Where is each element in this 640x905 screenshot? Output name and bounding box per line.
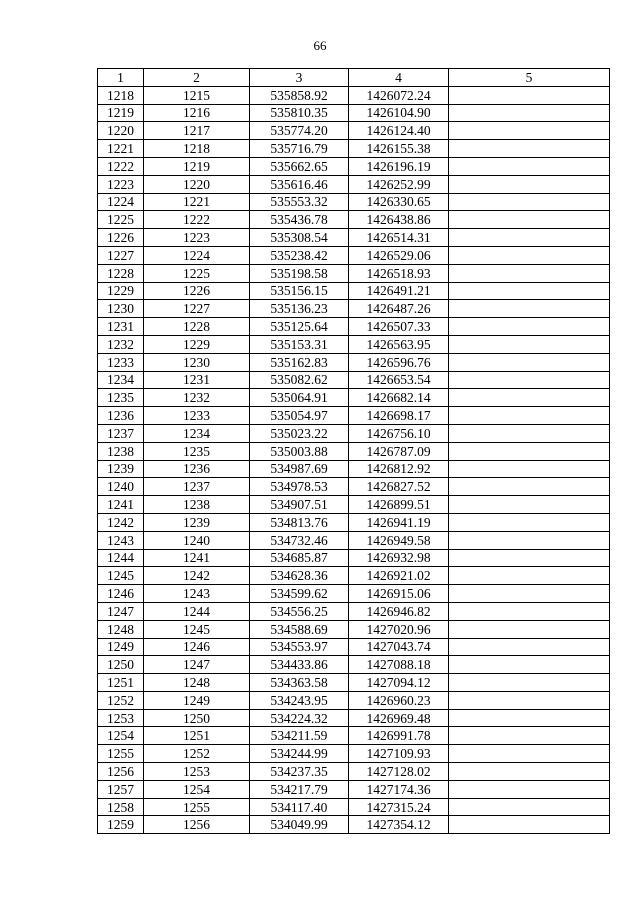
- cell-old-point-number: 1256: [144, 816, 250, 834]
- header-cell-2: 2: [144, 69, 250, 87]
- cell-old-point-number: 1222: [144, 211, 250, 229]
- cell-y-coordinate: 1427174.36: [349, 780, 449, 798]
- cell-note: [449, 745, 610, 763]
- header-cell-1: 1: [98, 69, 144, 87]
- cell-y-coordinate: 1426518.93: [349, 264, 449, 282]
- cell-old-point-number: 1231: [144, 371, 250, 389]
- cell-note: [449, 531, 610, 549]
- cell-note: [449, 763, 610, 781]
- cell-old-point-number: 1234: [144, 424, 250, 442]
- cell-y-coordinate: 1426932.98: [349, 549, 449, 567]
- cell-old-point-number: 1254: [144, 780, 250, 798]
- cell-point-number: 1221: [98, 140, 144, 158]
- cell-point-number: 1257: [98, 780, 144, 798]
- cell-point-number: 1246: [98, 585, 144, 603]
- cell-note: [449, 353, 610, 371]
- cell-point-number: 1256: [98, 763, 144, 781]
- table-row: [98, 122, 610, 140]
- cell-x-coordinate: 535003.88: [250, 442, 349, 460]
- cell-note: [449, 157, 610, 175]
- cell-old-point-number: 1220: [144, 175, 250, 193]
- cell-note: [449, 674, 610, 692]
- cell-note: [449, 424, 610, 442]
- cell-x-coordinate: 535153.31: [250, 335, 349, 353]
- cell-point-number: 1238: [98, 442, 144, 460]
- cell-y-coordinate: 1426756.10: [349, 424, 449, 442]
- cell-old-point-number: 1232: [144, 389, 250, 407]
- cell-x-coordinate: 535198.58: [250, 264, 349, 282]
- cell-y-coordinate: 1426653.54: [349, 371, 449, 389]
- cell-point-number: 1249: [98, 638, 144, 656]
- cell-x-coordinate: 534978.53: [250, 478, 349, 496]
- cell-y-coordinate: 1426969.48: [349, 709, 449, 727]
- cell-old-point-number: 1223: [144, 229, 250, 247]
- table-row: [98, 531, 610, 549]
- cell-note: [449, 193, 610, 211]
- cell-point-number: 1253: [98, 709, 144, 727]
- cell-note: [449, 513, 610, 531]
- cell-x-coordinate: 534211.59: [250, 727, 349, 745]
- cell-note: [449, 371, 610, 389]
- cell-old-point-number: 1221: [144, 193, 250, 211]
- cell-x-coordinate: 534243.95: [250, 691, 349, 709]
- cell-y-coordinate: 1426921.02: [349, 567, 449, 585]
- table-row: [98, 140, 610, 158]
- cell-point-number: 1241: [98, 496, 144, 514]
- cell-old-point-number: 1253: [144, 763, 250, 781]
- cell-x-coordinate: 534237.35: [250, 763, 349, 781]
- table-row: [98, 727, 610, 745]
- cell-y-coordinate: 1426124.40: [349, 122, 449, 140]
- cell-point-number: 1243: [98, 531, 144, 549]
- cell-x-coordinate: 534685.87: [250, 549, 349, 567]
- table-row: [98, 674, 610, 692]
- cell-note: [449, 709, 610, 727]
- cell-x-coordinate: 535616.46: [250, 175, 349, 193]
- table-row: [98, 585, 610, 603]
- cell-point-number: 1230: [98, 300, 144, 318]
- cell-point-number: 1247: [98, 602, 144, 620]
- table-row: [98, 567, 610, 585]
- cell-old-point-number: 1244: [144, 602, 250, 620]
- page-number: 66: [313, 38, 327, 53]
- table-row: [98, 353, 610, 371]
- cell-point-number: 1224: [98, 193, 144, 211]
- header-cell-3: 3: [250, 69, 349, 87]
- cell-point-number: 1234: [98, 371, 144, 389]
- cell-x-coordinate: 535064.91: [250, 389, 349, 407]
- cell-y-coordinate: 1426563.95: [349, 335, 449, 353]
- cell-note: [449, 460, 610, 478]
- cell-note: [449, 335, 610, 353]
- cell-old-point-number: 1230: [144, 353, 250, 371]
- cell-y-coordinate: 1426330.65: [349, 193, 449, 211]
- table-row: [98, 157, 610, 175]
- cell-note: [449, 567, 610, 585]
- cell-y-coordinate: 1427315.24: [349, 798, 449, 816]
- cell-x-coordinate: 535023.22: [250, 424, 349, 442]
- cell-note: [449, 656, 610, 674]
- cell-note: [449, 389, 610, 407]
- cell-point-number: 1232: [98, 335, 144, 353]
- cell-note: [449, 175, 610, 193]
- cell-y-coordinate: 1426960.23: [349, 691, 449, 709]
- table-row: [98, 620, 610, 638]
- cell-note: [449, 816, 610, 834]
- cell-x-coordinate: 534224.32: [250, 709, 349, 727]
- cell-note: [449, 620, 610, 638]
- cell-point-number: 1225: [98, 211, 144, 229]
- cell-y-coordinate: 1427020.96: [349, 620, 449, 638]
- cell-x-coordinate: 534732.46: [250, 531, 349, 549]
- cell-point-number: 1220: [98, 122, 144, 140]
- cell-note: [449, 229, 610, 247]
- cell-y-coordinate: 1427043.74: [349, 638, 449, 656]
- cell-x-coordinate: 535136.23: [250, 300, 349, 318]
- cell-y-coordinate: 1426949.58: [349, 531, 449, 549]
- cell-note: [449, 442, 610, 460]
- cell-y-coordinate: 1426682.14: [349, 389, 449, 407]
- cell-old-point-number: 1236: [144, 460, 250, 478]
- cell-y-coordinate: 1426698.17: [349, 407, 449, 425]
- cell-note: [449, 264, 610, 282]
- cell-note: [449, 300, 610, 318]
- table-row: [98, 709, 610, 727]
- cell-old-point-number: 1224: [144, 246, 250, 264]
- cell-old-point-number: 1233: [144, 407, 250, 425]
- cell-x-coordinate: 535774.20: [250, 122, 349, 140]
- cell-x-coordinate: 535436.78: [250, 211, 349, 229]
- cell-note: [449, 86, 610, 104]
- cell-y-coordinate: 1426946.82: [349, 602, 449, 620]
- cell-x-coordinate: 534588.69: [250, 620, 349, 638]
- cell-point-number: 1235: [98, 389, 144, 407]
- cell-old-point-number: 1228: [144, 318, 250, 336]
- cell-y-coordinate: 1427109.93: [349, 745, 449, 763]
- table-row: [98, 318, 610, 336]
- cell-y-coordinate: 1426196.19: [349, 157, 449, 175]
- cell-note: [449, 407, 610, 425]
- table-row: [98, 478, 610, 496]
- cell-x-coordinate: 535553.32: [250, 193, 349, 211]
- cell-point-number: 1231: [98, 318, 144, 336]
- header-cell-5: 5: [449, 69, 610, 87]
- cell-x-coordinate: 534049.99: [250, 816, 349, 834]
- cell-old-point-number: 1229: [144, 335, 250, 353]
- cell-point-number: 1237: [98, 424, 144, 442]
- cell-point-number: 1222: [98, 157, 144, 175]
- table-row: [98, 282, 610, 300]
- cell-old-point-number: 1247: [144, 656, 250, 674]
- cell-old-point-number: 1241: [144, 549, 250, 567]
- cell-y-coordinate: 1427354.12: [349, 816, 449, 834]
- cell-note: [449, 549, 610, 567]
- cell-y-coordinate: 1426155.38: [349, 140, 449, 158]
- cell-old-point-number: 1239: [144, 513, 250, 531]
- cell-point-number: 1233: [98, 353, 144, 371]
- cell-note: [449, 211, 610, 229]
- table-row: [98, 691, 610, 709]
- table-row: [98, 460, 610, 478]
- cell-old-point-number: 1251: [144, 727, 250, 745]
- cell-point-number: 1223: [98, 175, 144, 193]
- cell-x-coordinate: 534907.51: [250, 496, 349, 514]
- cell-point-number: 1251: [98, 674, 144, 692]
- cell-y-coordinate: 1426596.76: [349, 353, 449, 371]
- cell-old-point-number: 1248: [144, 674, 250, 692]
- cell-old-point-number: 1216: [144, 104, 250, 122]
- table-row: [98, 513, 610, 531]
- cell-note: [449, 122, 610, 140]
- cell-old-point-number: 1242: [144, 567, 250, 585]
- table-row: [98, 371, 610, 389]
- cell-point-number: 1245: [98, 567, 144, 585]
- cell-old-point-number: 1226: [144, 282, 250, 300]
- cell-old-point-number: 1250: [144, 709, 250, 727]
- cell-old-point-number: 1238: [144, 496, 250, 514]
- cell-y-coordinate: 1426915.06: [349, 585, 449, 603]
- table-row: [98, 496, 610, 514]
- coordinates-table-container: [97, 68, 609, 834]
- table-row: [98, 104, 610, 122]
- cell-point-number: 1254: [98, 727, 144, 745]
- cell-y-coordinate: 1426529.06: [349, 246, 449, 264]
- table-row: [98, 193, 610, 211]
- cell-note: [449, 602, 610, 620]
- cell-old-point-number: 1249: [144, 691, 250, 709]
- cell-point-number: 1239: [98, 460, 144, 478]
- header-row: [98, 69, 610, 87]
- table-row: [98, 780, 610, 798]
- cell-x-coordinate: 534117.40: [250, 798, 349, 816]
- table-body: [98, 86, 610, 833]
- cell-y-coordinate: 1426812.92: [349, 460, 449, 478]
- cell-x-coordinate: 534217.79: [250, 780, 349, 798]
- cell-old-point-number: 1215: [144, 86, 250, 104]
- cell-y-coordinate: 1426991.78: [349, 727, 449, 745]
- cell-y-coordinate: 1426507.33: [349, 318, 449, 336]
- cell-y-coordinate: 1426104.90: [349, 104, 449, 122]
- cell-x-coordinate: 534363.58: [250, 674, 349, 692]
- cell-x-coordinate: 535662.65: [250, 157, 349, 175]
- cell-point-number: 1250: [98, 656, 144, 674]
- cell-old-point-number: 1219: [144, 157, 250, 175]
- cell-note: [449, 638, 610, 656]
- cell-old-point-number: 1217: [144, 122, 250, 140]
- cell-old-point-number: 1218: [144, 140, 250, 158]
- cell-y-coordinate: 1426438.86: [349, 211, 449, 229]
- cell-y-coordinate: 1426487.26: [349, 300, 449, 318]
- cell-note: [449, 780, 610, 798]
- cell-point-number: 1240: [98, 478, 144, 496]
- cell-y-coordinate: 1426514.31: [349, 229, 449, 247]
- table-row: [98, 798, 610, 816]
- cell-y-coordinate: 1426787.09: [349, 442, 449, 460]
- cell-y-coordinate: 1427088.18: [349, 656, 449, 674]
- table-row: [98, 442, 610, 460]
- cell-note: [449, 496, 610, 514]
- table-row: [98, 300, 610, 318]
- cell-point-number: 1244: [98, 549, 144, 567]
- cell-old-point-number: 1240: [144, 531, 250, 549]
- cell-point-number: 1255: [98, 745, 144, 763]
- table-row: [98, 86, 610, 104]
- table-row: [98, 638, 610, 656]
- cell-x-coordinate: 535308.54: [250, 229, 349, 247]
- cell-x-coordinate: 535156.15: [250, 282, 349, 300]
- table-row: [98, 549, 610, 567]
- cell-y-coordinate: 1426072.24: [349, 86, 449, 104]
- cell-x-coordinate: 535125.64: [250, 318, 349, 336]
- header-cell-4: 4: [349, 69, 449, 87]
- table-row: [98, 407, 610, 425]
- table-row: [98, 602, 610, 620]
- cell-note: [449, 585, 610, 603]
- cell-x-coordinate: 535810.35: [250, 104, 349, 122]
- table-row: [98, 656, 610, 674]
- cell-y-coordinate: 1427128.02: [349, 763, 449, 781]
- table-row: [98, 175, 610, 193]
- cell-note: [449, 318, 610, 336]
- cell-old-point-number: 1237: [144, 478, 250, 496]
- cell-y-coordinate: 1426941.19: [349, 513, 449, 531]
- cell-note: [449, 282, 610, 300]
- cell-note: [449, 691, 610, 709]
- cell-old-point-number: 1225: [144, 264, 250, 282]
- cell-point-number: 1226: [98, 229, 144, 247]
- cell-point-number: 1227: [98, 246, 144, 264]
- cell-x-coordinate: 534553.97: [250, 638, 349, 656]
- cell-old-point-number: 1235: [144, 442, 250, 460]
- table-row: [98, 264, 610, 282]
- cell-x-coordinate: 534556.25: [250, 602, 349, 620]
- table-row: [98, 763, 610, 781]
- table-row: [98, 745, 610, 763]
- cell-point-number: 1259: [98, 816, 144, 834]
- table-row: [98, 229, 610, 247]
- cell-note: [449, 140, 610, 158]
- cell-old-point-number: 1255: [144, 798, 250, 816]
- cell-y-coordinate: 1427094.12: [349, 674, 449, 692]
- cell-old-point-number: 1252: [144, 745, 250, 763]
- cell-y-coordinate: 1426899.51: [349, 496, 449, 514]
- cell-x-coordinate: 535858.92: [250, 86, 349, 104]
- cell-y-coordinate: 1426491.21: [349, 282, 449, 300]
- cell-y-coordinate: 1426827.52: [349, 478, 449, 496]
- cell-point-number: 1242: [98, 513, 144, 531]
- cell-x-coordinate: 535238.42: [250, 246, 349, 264]
- table-header: [98, 69, 610, 87]
- cell-old-point-number: 1243: [144, 585, 250, 603]
- cell-x-coordinate: 534433.86: [250, 656, 349, 674]
- cell-point-number: 1218: [98, 86, 144, 104]
- table-row: [98, 424, 610, 442]
- cell-x-coordinate: 534244.99: [250, 745, 349, 763]
- cell-old-point-number: 1245: [144, 620, 250, 638]
- cell-point-number: 1236: [98, 407, 144, 425]
- table-row: [98, 211, 610, 229]
- cell-x-coordinate: 534813.76: [250, 513, 349, 531]
- cell-point-number: 1219: [98, 104, 144, 122]
- cell-x-coordinate: 535082.62: [250, 371, 349, 389]
- cell-note: [449, 798, 610, 816]
- cell-x-coordinate: 535716.79: [250, 140, 349, 158]
- cell-note: [449, 104, 610, 122]
- cell-note: [449, 246, 610, 264]
- cell-note: [449, 727, 610, 745]
- table-row: [98, 246, 610, 264]
- cell-old-point-number: 1246: [144, 638, 250, 656]
- cell-point-number: 1252: [98, 691, 144, 709]
- table-row: [98, 816, 610, 834]
- cell-point-number: 1229: [98, 282, 144, 300]
- cell-note: [449, 478, 610, 496]
- cell-x-coordinate: 535054.97: [250, 407, 349, 425]
- table-row: [98, 335, 610, 353]
- cell-point-number: 1248: [98, 620, 144, 638]
- cell-x-coordinate: 534987.69: [250, 460, 349, 478]
- cell-old-point-number: 1227: [144, 300, 250, 318]
- cell-point-number: 1258: [98, 798, 144, 816]
- cell-x-coordinate: 534628.36: [250, 567, 349, 585]
- coordinates-table: [97, 68, 610, 834]
- cell-point-number: 1228: [98, 264, 144, 282]
- cell-y-coordinate: 1426252.99: [349, 175, 449, 193]
- cell-x-coordinate: 534599.62: [250, 585, 349, 603]
- table-row: [98, 389, 610, 407]
- cell-x-coordinate: 535162.83: [250, 353, 349, 371]
